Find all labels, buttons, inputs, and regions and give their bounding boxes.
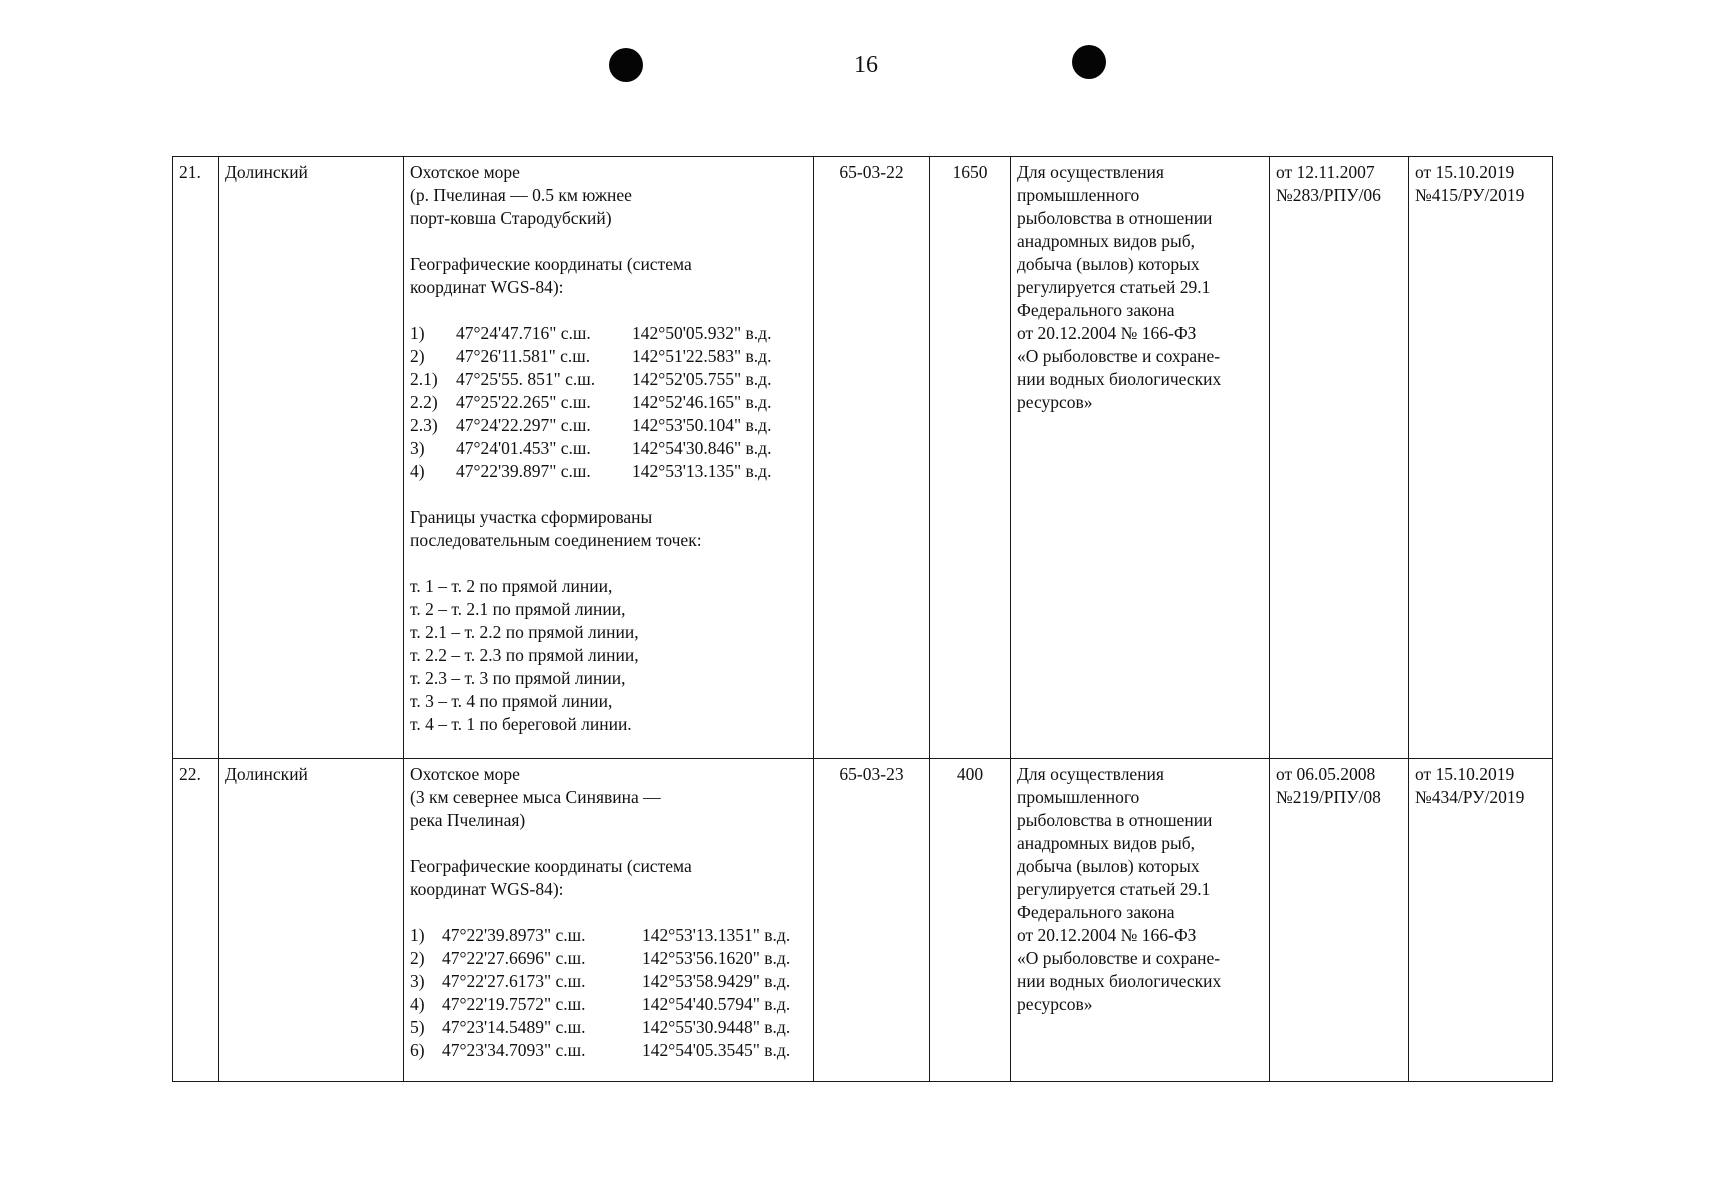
coordinate-point: 2.2) 47°25'22.265" с.ш. 142°52'46.165" в.д. (410, 392, 772, 412)
decision-reference-1: от 06.05.2008 №219/РПУ/08 (1270, 759, 1409, 1082)
site-code: 65-03-22 (814, 157, 930, 759)
coordinates-heading: координат WGS-84): (410, 277, 564, 297)
site-area: 1650 (930, 157, 1011, 759)
coordinates-heading: координат WGS-84): (410, 879, 564, 899)
coordinate-point: 2.1) 47°25'55. 851" с.ш. 142°52'05.755" в.д. (410, 369, 772, 389)
boundary-segment: т. 1 – т. 2 по прямой линии, (410, 576, 613, 596)
coordinate-point: 2) 47°22'27.6696" с.ш. 142°53'56.1620" в.д. (410, 948, 791, 968)
site-code: 65-03-23 (814, 759, 930, 1082)
boundary-segment: т. 2.1 – т. 2.2 по прямой линии, (410, 622, 639, 642)
coordinate-point: 1) 47°24'47.716" с.ш. 142°50'05.932" в.д. (410, 323, 772, 343)
decision-reference-2: от 15.10.2019 №434/РУ/2019 (1409, 759, 1553, 1082)
coordinate-point: 1) 47°22'39.8973" с.ш. 142°53'13.1351" в.д. (410, 925, 791, 945)
boundary-segment: т. 2 – т. 2.1 по прямой линии, (410, 599, 626, 619)
coordinate-point: 3) 47°24'01.453" с.ш. 142°54'30.846" в.д. (410, 438, 772, 458)
district-name: Долинский (219, 759, 404, 1082)
punch-hole-right (1072, 45, 1106, 79)
decision-reference-2: от 15.10.2019 №415/РУ/2019 (1409, 157, 1553, 759)
boundary-heading: последовательным соединением точек: (410, 530, 702, 550)
coordinate-point: 5) 47°23'14.5489" с.ш. 142°55'30.9448" в.д. (410, 1017, 791, 1037)
coordinate-point: 3) 47°22'27.6173" с.ш. 142°53'58.9429" в.д. (410, 971, 791, 991)
site-area: 400 (930, 759, 1011, 1082)
coordinate-point: 2.3) 47°24'22.297" с.ш. 142°53'50.104" в.д. (410, 415, 772, 435)
boundary-segment: т. 2.3 – т. 3 по прямой линии, (410, 668, 626, 688)
site-description (404, 759, 814, 1082)
coordinates-heading: Географические координаты (система (410, 856, 692, 876)
location-line: Охотское море (410, 162, 520, 182)
coordinate-point: 4) 47°22'39.897" с.ш. 142°53'13.135" в.д. (410, 461, 772, 481)
punch-hole-left (609, 48, 643, 82)
coordinate-point: 2) 47°26'11.581" с.ш. 142°51'22.583" в.д. (410, 346, 772, 366)
table-row (173, 759, 1553, 1082)
location-line: (3 км севернее мыса Синявина — (410, 787, 661, 807)
coordinate-point: 6) 47°23'34.7093" с.ш. 142°54'05.3545" в.д. (410, 1040, 791, 1060)
district-name: Долинский (219, 157, 404, 759)
row-number: 22. (173, 759, 219, 1082)
decision-reference-1: от 12.11.2007 №283/РПУ/06 (1270, 157, 1409, 759)
fishing-sites-table (172, 156, 1553, 1082)
table-row (173, 157, 1553, 759)
page-number: 16 (854, 52, 878, 78)
coordinates-heading: Географические координаты (система (410, 254, 692, 274)
boundary-segment: т. 4 – т. 1 по береговой линии. (410, 714, 632, 734)
row-number: 21. (173, 157, 219, 759)
boundary-segment: т. 2.2 – т. 2.3 по прямой линии, (410, 645, 639, 665)
boundary-heading: Границы участка сформированы (410, 507, 653, 527)
site-purpose: Для осуществления промышленного рыболовства в отношении анадромных видов рыб, добыча (вылов) которых регулируется статьей 29.1 Федерального закона от 20.12.2004 № 166-ФЗ «О рыболовстве и сохране- нии водных биологических ресурсов» (1011, 759, 1270, 1082)
location-line: порт-ковша Стародубский) (410, 208, 612, 228)
site-purpose: Для осуществления промышленного рыболовства в отношении анадромных видов рыб, добыча (вылов) которых регулируется статьей 29.1 Федерального закона от 20.12.2004 № 166-ФЗ «О рыболовстве и сохране- нии водных биологических ресурсов» (1011, 157, 1270, 759)
location-line: река Пчелиная) (410, 810, 526, 830)
location-line: Охотское море (410, 764, 520, 784)
boundary-segment: т. 3 – т. 4 по прямой линии, (410, 691, 613, 711)
location-line: (р. Пчелиная — 0.5 км южнее (410, 185, 632, 205)
coordinate-point: 4) 47°22'19.7572" с.ш. 142°54'40.5794" в.д. (410, 994, 791, 1014)
site-description (404, 157, 814, 759)
